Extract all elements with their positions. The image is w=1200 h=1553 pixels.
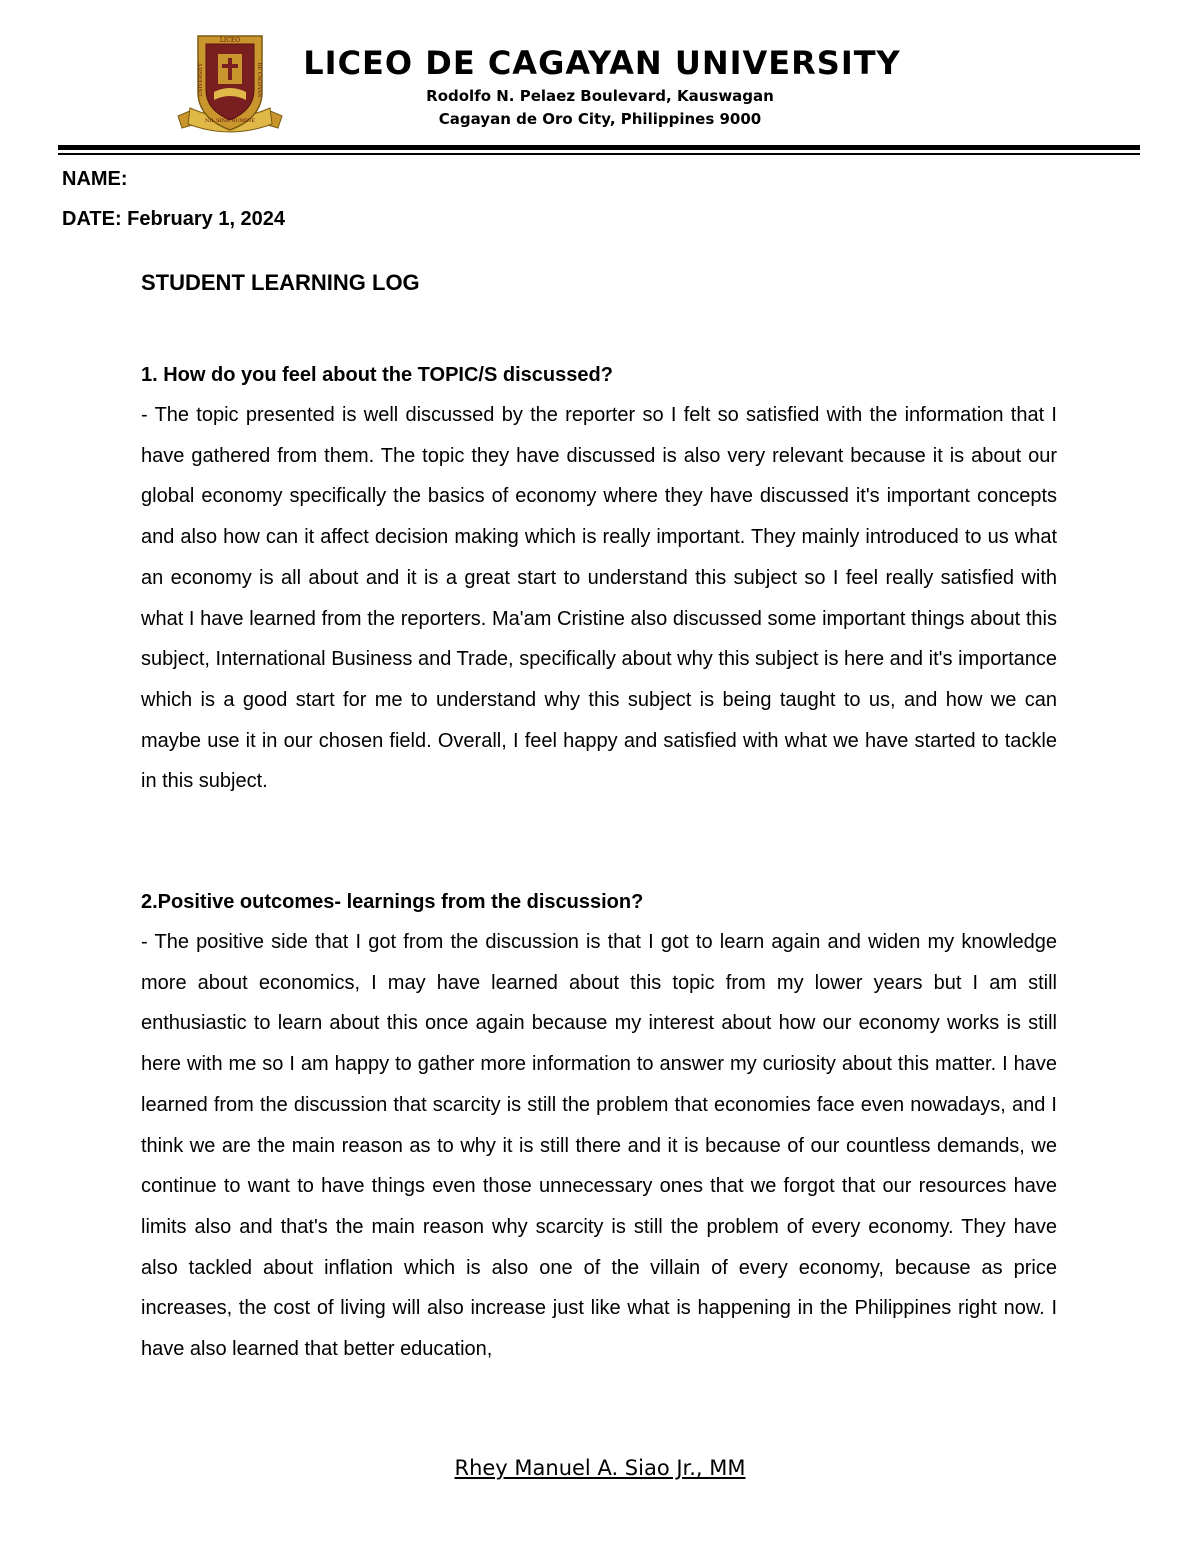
seal-top-text: LICEO xyxy=(219,37,241,44)
document-title: STUDENT LEARNING LOG xyxy=(141,270,420,295)
question-1: 1. How do you feel about the TOPIC/S discussed? xyxy=(141,364,613,386)
name-field-label: NAME: xyxy=(62,168,128,190)
seal-right-text: DE CAGAYAN xyxy=(256,62,262,98)
header-divider-thin xyxy=(58,153,1140,155)
question-2: 2.Positive outcomes- learnings from the discussion? xyxy=(141,891,644,913)
seal-left-text: UNIVERSITY xyxy=(198,63,204,97)
date-field-label: DATE: February 1, 2024 xyxy=(62,208,286,230)
letterhead xyxy=(0,0,1200,160)
header-divider-thick xyxy=(58,145,1140,150)
answer-2: - The positive side that I got from the discussion is that I got to learn again and widen my knowledge more about economics, I may have learned about this topic from my lower years but I am still enthusiastic to learn about this once again because my interest about how our economy works is still here with me so I am happy to gather more information to answer my curiosity about this matter. I have learned from the discussion that scarcity is still the problem that economies face even nowadays, and I think we are the main reason as to why it is still there and it is because of our countless demands, we continue to want to have things even those unnecessary ones that we forgot that our resources have limits also and that's the main reason why scarcity is still the problem of every economy. They have also tackled about inflation which is also one of the villain of every economy, because as price increases, the cost of living will also increase just like what is happening in the Philippines right now. I have also learned that better education, xyxy=(141,931,1057,1361)
answer-1: - The topic presented is well discussed by the reporter so I felt so satisfied with the information that I have gathered from them. The topic they have discussed is also very relevant because it is about our global economy specifically the basics of economy where they have discussed it's important concepts and also how can it affect decision making which is really important. They mainly introduced to us what an economy is all about and it is a great start to understand this subject so I feel really satisfied with what I have learned from the reporters. Ma'am Cristine also discussed some important things about this subject, International Business and Trade, specifically about why this subject is here and it's importance which is a good start for me to understand why this subject is being taught to us, and how we can maybe use it in our chosen field. Overall, I feel happy and satisfied with what we have started to tackle in this subject. xyxy=(141,404,1057,793)
address-line-1: Rodolfo N. Pelaez Boulevard, Kauswagan xyxy=(426,87,774,105)
seal-ribbon-text: NIL SINE NUMINE xyxy=(205,118,255,124)
university-seal-icon xyxy=(176,30,284,138)
university-name: LICEO DE CAGAYAN UNIVERSITY xyxy=(303,44,901,82)
address-line-2: Cagayan de Oro City, Philippines 9000 xyxy=(438,110,762,128)
signature-name: Rhey Manuel A. Siao Jr., MM xyxy=(454,1456,746,1480)
